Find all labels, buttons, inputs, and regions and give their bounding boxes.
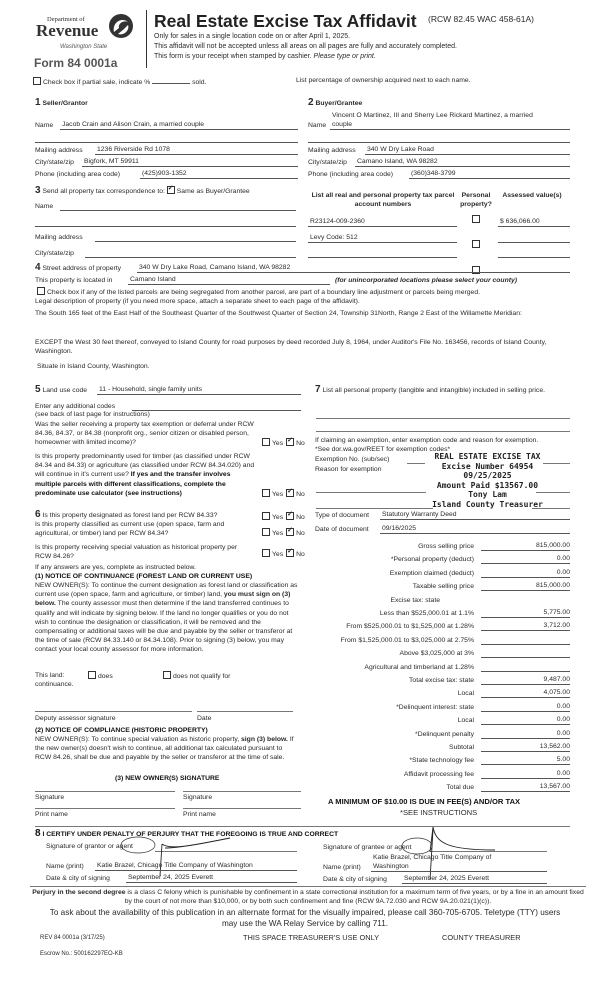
grantor-date-label: Date & city of signing bbox=[46, 875, 110, 882]
notice1-text-b: The county assessor must then determine if the land transferred continues to qualify and will indicate by signing below. If the land no longer qualifies or you do not wish to continue the designation or classification, it will be removed and the compensating or additional taxes will be due and payable by the seller or transferor at the time of sale (RCW 84.33.140 or 84.34.108). Prior to signing (3) below, you may contact your local county assessor for more information. bbox=[35, 600, 293, 654]
section-number: 2 bbox=[308, 97, 314, 108]
yes-checkbox[interactable] bbox=[262, 512, 270, 520]
owner-signature-line-2[interactable] bbox=[183, 791, 301, 792]
washington-state: Washington State bbox=[60, 44, 108, 50]
citation: (RCW 82.45 WAC 458-61A) bbox=[428, 14, 534, 24]
buyer-heading-text: Buyer/Grantee bbox=[315, 100, 363, 107]
corr-city-field[interactable] bbox=[85, 248, 296, 258]
does-not-option bbox=[163, 671, 230, 681]
perjury-bold: Perjury in the second degree bbox=[32, 889, 126, 896]
notice1-bold: you must sign on (3) below. bbox=[35, 591, 291, 608]
header-divider bbox=[146, 10, 147, 68]
assessed-value-header: Assessed value(s) bbox=[502, 192, 562, 199]
q-forest-text: Is this property designated as forest land per RCW 84.33? bbox=[42, 512, 218, 519]
owner-signature-line-1[interactable] bbox=[35, 791, 175, 792]
grantee-date-value: September 24, 2025 Everett bbox=[404, 875, 490, 882]
grantor-signature-label: Signature of grantor or agent bbox=[46, 843, 133, 850]
stamp-line: REAL ESTATE EXCISE TAX bbox=[434, 452, 541, 461]
seller-name-field-2[interactable] bbox=[35, 133, 298, 143]
deputy-signature-label: Deputy assessor signature bbox=[35, 715, 116, 722]
tax-row-value[interactable]: 5,775.00 bbox=[481, 608, 570, 618]
notice2-bold: sign (3) below. bbox=[241, 736, 288, 743]
land-use-value: 11 - Household, single family units bbox=[99, 386, 203, 393]
yes-checkbox[interactable] bbox=[262, 438, 270, 446]
tax-row-value[interactable]: 5.00 bbox=[481, 755, 570, 765]
buyer-name-field[interactable] bbox=[330, 120, 570, 130]
signature-label-2: Signature bbox=[183, 794, 213, 801]
no-checkbox[interactable] bbox=[286, 549, 294, 557]
certification-title-text: I CERTIFY UNDER PENALTY OF PERJURY THAT THE FOREGOING IS TRUE AND CORRECT bbox=[42, 831, 339, 838]
located-note: (for unincorporated locations please select your county) bbox=[335, 277, 518, 284]
legal-description-2: EXCEPT the West 30 feet thereof, conveyed to Island County for road purposes by deed recorded July 8, 1964, under Auditor's File No. 163456, records of Island County, Washington. bbox=[35, 339, 547, 356]
notice-compliance-body bbox=[35, 735, 300, 763]
legal-description-1: The South 165 feet of the East Half of the Southeast Quarter of the Southwest Quarter of Section 24, Township 31North, Range 2 East of the Willamette Meridian: bbox=[35, 310, 522, 317]
dor-swirl-logo-icon bbox=[104, 12, 136, 40]
corr-name-label: Name bbox=[35, 203, 54, 210]
grantee-name-field[interactable] bbox=[371, 862, 547, 872]
buyer-name-label: Name bbox=[308, 122, 327, 129]
tax-row-label: *Delinquent penalty bbox=[415, 730, 474, 738]
no-label: No bbox=[296, 530, 305, 537]
tax-row-label: *Personal property (deduct) bbox=[390, 556, 474, 564]
section-number: 1 bbox=[35, 97, 41, 108]
q-historic-yes-no bbox=[262, 549, 308, 559]
tax-row-value[interactable]: 0.00 bbox=[481, 729, 570, 739]
tax-row-value[interactable] bbox=[481, 635, 570, 645]
seller-heading bbox=[35, 98, 88, 108]
doc-date-value: 09/16/2025 bbox=[382, 525, 417, 532]
parcel-account-field[interactable] bbox=[308, 248, 457, 258]
exemption-no-label: Exemption No. (sub/sec) bbox=[315, 456, 390, 463]
seller-name-label: Name bbox=[35, 122, 54, 129]
tax-row-label: From $1,525,000.01 to $3,025,000 at 2.75% bbox=[340, 636, 474, 644]
tax-row-label: Agricultural and timberland at 1.28% bbox=[364, 663, 474, 671]
yes-label: Yes bbox=[272, 491, 284, 498]
corr-mailing-field[interactable] bbox=[95, 232, 296, 242]
yes-checkbox[interactable] bbox=[262, 528, 270, 536]
deputy-date-line[interactable] bbox=[197, 711, 293, 712]
doc-type-field[interactable] bbox=[380, 510, 570, 520]
assessed-value bbox=[498, 234, 500, 241]
grantee-signature-icon bbox=[400, 822, 510, 882]
header-line-3-text: This form is your receipt when stamped by cashier. bbox=[154, 53, 312, 60]
seller-heading-text: Seller/Grantor bbox=[42, 100, 88, 107]
section-number: 6 bbox=[35, 509, 41, 520]
deputy-date-label: Date bbox=[197, 715, 212, 722]
grantee-signature-label: Signature of grantee or agent bbox=[323, 844, 412, 851]
does-not-label: does not qualify for bbox=[173, 673, 231, 680]
buyer-mailing-value: 340 W Dry Lake Road bbox=[367, 146, 434, 153]
tax-row-value[interactable] bbox=[481, 662, 570, 672]
parcel-account-value bbox=[308, 249, 310, 256]
exemption-instructions: If claiming an exemption, enter exemption code and reason for exemption. *See dor.wa.gov/REET for exemption codes* bbox=[315, 437, 539, 454]
tax-row-label: Local bbox=[457, 690, 474, 698]
tax-row-value[interactable]: 815,000.00 bbox=[481, 541, 570, 551]
escrow-number: Escrow No.: 500162297EO-KB bbox=[40, 951, 123, 957]
tax-row-label: Total excise tax: state bbox=[409, 677, 474, 684]
ownership-note: List percentage of ownership acquired next to each name. bbox=[296, 77, 471, 84]
q-historic: Is this property receiving special valuation as historical property per RCW 84.26? bbox=[35, 544, 238, 561]
sold-label: sold. bbox=[192, 79, 207, 86]
legal-label: Legal description of property (if you need more space, attach a separate sheet to each page of the affidavit). bbox=[35, 298, 360, 305]
no-label: No bbox=[296, 491, 305, 498]
buyer-city-value: Camano Island, WA 98282 bbox=[357, 158, 438, 165]
personal-property-line-2[interactable] bbox=[316, 431, 570, 432]
signature-label-1: Signature bbox=[35, 794, 65, 801]
alternate-format-notice: To ask about the availability of this publication in an alternate format for the visually impaired, please call 360-705-6705. Teletype (TTY) users may use the WA Relay Service by calling 711. bbox=[49, 908, 561, 928]
does-label: does bbox=[98, 673, 113, 680]
partial-percent-input[interactable] bbox=[152, 76, 190, 84]
buyer-phone-field[interactable] bbox=[409, 169, 570, 179]
buyer-name-field-2[interactable] bbox=[308, 133, 570, 143]
q-exemption: Was the seller receiving a property tax exemption or deferral under RCW 84.36, 84.37, or 84.38 (nonprofit org., senior citizen or disabled person, homeowner with limited income)? bbox=[35, 421, 254, 447]
reason-label: Reason for exemption bbox=[315, 466, 382, 473]
deputy-signature-line[interactable] bbox=[35, 711, 192, 712]
yes-checkbox[interactable] bbox=[262, 549, 270, 557]
stamp-line: Tony Lam bbox=[468, 490, 507, 499]
corr-mailing-label: Mailing address bbox=[35, 234, 83, 241]
seller-name-value: Jacob Crain and Alison Crain, a married couple bbox=[62, 121, 205, 128]
tax-row-value[interactable]: 815,000.00 bbox=[481, 581, 570, 591]
corr-city-label: City/state/zip bbox=[35, 250, 74, 257]
tax-row-label: *Delinquent interest: state bbox=[396, 703, 474, 711]
seller-city-label: City/state/zip bbox=[35, 159, 74, 166]
personal-property-checkbox[interactable] bbox=[472, 240, 480, 248]
same-as-buyer-checkbox[interactable] bbox=[167, 186, 175, 194]
county-treasurer: COUNTY TREASURER bbox=[442, 933, 521, 942]
section-number: 8 bbox=[35, 828, 41, 839]
header-line-3 bbox=[154, 52, 376, 61]
q-timber-bold: If yes and the transfer involves multiple parcels with different classifications, complete the predominate use calculator (see instructions) bbox=[35, 471, 231, 497]
seller-phone-label: Phone (including area code) bbox=[35, 171, 121, 178]
q-forest bbox=[35, 510, 217, 520]
yes-checkbox[interactable] bbox=[262, 489, 270, 497]
section-number: 7 bbox=[315, 384, 321, 395]
street-label bbox=[35, 263, 121, 273]
tax-row-label: Less than $525,000.01 at 1.1% bbox=[379, 610, 474, 617]
segregate-label: Check box if any of the listed parcels are being segregated from another parcel, are part of a boundary line adjustment or parcels being merged. bbox=[47, 289, 480, 296]
tax-row-value[interactable]: 0.00 bbox=[481, 702, 570, 712]
buyer-city-label: City/state/zip bbox=[308, 159, 347, 166]
additional-codes-note: (see back of last page for instructions) bbox=[35, 411, 150, 418]
tax-row-label: Taxable selling price bbox=[412, 583, 474, 591]
see-instructions: *SEE INSTRUCTIONS bbox=[400, 808, 478, 817]
seller-phone-field[interactable] bbox=[140, 169, 298, 179]
notice-continuance-body bbox=[35, 581, 300, 655]
parcel-account-field[interactable] bbox=[308, 217, 457, 227]
treasurer-use-only: THIS SPACE TREASURER'S USE ONLY bbox=[243, 933, 380, 942]
grantor-date-field[interactable] bbox=[126, 873, 297, 883]
no-checkbox[interactable] bbox=[286, 528, 294, 536]
assessed-value-field[interactable] bbox=[498, 217, 570, 227]
buyer-heading bbox=[308, 98, 362, 108]
seller-mailing-field[interactable] bbox=[95, 145, 298, 155]
parcel-account-value: R23124-009-2360 bbox=[310, 218, 365, 225]
partial-sale-row bbox=[33, 76, 206, 87]
seller-city-field[interactable] bbox=[82, 157, 298, 167]
parcel-account-field[interactable] bbox=[308, 233, 457, 243]
land-use-label bbox=[35, 385, 87, 395]
seller-phone-value: (425)903-1352 bbox=[142, 170, 187, 177]
q-timber-yes-no bbox=[262, 489, 308, 499]
tax-row-label: From $525,000.01 to $1,525,000 at 1.28% bbox=[346, 623, 474, 631]
doc-date-label: Date of document bbox=[315, 526, 369, 533]
if-any-yes: If any answers are yes, complete as instructed below. bbox=[35, 564, 196, 571]
buyer-name-value: couple bbox=[332, 121, 353, 128]
tax-row-label: Affidavit processing fee bbox=[403, 770, 474, 778]
street-value: 340 W Dry Lake Road, Camano Island, WA 98282 bbox=[139, 264, 291, 271]
personal-property-list-label bbox=[315, 385, 570, 395]
tax-row-label: Subtotal bbox=[449, 744, 474, 751]
tax-row-value[interactable]: 3,712.00 bbox=[481, 621, 570, 631]
this-land-label: This land: bbox=[35, 672, 65, 679]
tax-row-label: Gross selling price bbox=[418, 543, 474, 550]
doc-date-field[interactable] bbox=[380, 524, 570, 534]
does-option bbox=[88, 671, 113, 681]
section-number: 5 bbox=[35, 384, 41, 395]
notice1-text-a: NEW OWNER(S): To continue the current designation as forest land or classification as current use (open space, farm and agriculture, or timber) land, bbox=[35, 582, 298, 599]
grantor-name-value: Katie Brazel, Chicago Title Company of Washington bbox=[97, 862, 253, 869]
grantee-date-label: Date & city of signing bbox=[323, 876, 387, 883]
same-as-buyer-label: Same as Buyer/Grantee bbox=[176, 188, 250, 195]
buyer-phone-value: (360)348-3799 bbox=[411, 170, 456, 177]
no-checkbox[interactable] bbox=[286, 489, 294, 497]
stamp-line: Amount Paid $13567.00 bbox=[436, 480, 539, 490]
seller-mailing-value: 1236 Riverside Rd 1078 bbox=[97, 146, 170, 153]
doc-type-label: Type of document bbox=[315, 512, 370, 519]
print-name-label-2: Print name bbox=[183, 811, 216, 818]
buyer-phone-label: Phone (including area code) bbox=[308, 171, 394, 178]
stamp-line: 09/25/2025 bbox=[463, 471, 512, 480]
yes-label: Yes bbox=[272, 530, 284, 537]
parcel-accounts-header: List all real and personal property tax parcel account numbers bbox=[311, 192, 455, 209]
q-timber-text: Is this property predominantly used for timber (as classified under RCW 84.34 and 84.33) or agriculture (as classified under RCW 84.34.020) and will continue in it's current use? bbox=[35, 453, 255, 479]
tax-row-label: *State technology fee bbox=[409, 757, 474, 765]
treasurer-paid-stamp bbox=[420, 452, 555, 509]
assessed-value: $ 636,066.00 bbox=[500, 218, 540, 225]
no-checkbox[interactable] bbox=[286, 512, 294, 520]
revenue-wordmark: Revenue bbox=[36, 21, 99, 40]
section7-label-text: List all personal property (tangible and intangible) included in selling price. bbox=[322, 387, 545, 394]
tax-row-label: Above $3,025,000 at 3% bbox=[399, 650, 474, 658]
yes-label: Yes bbox=[272, 514, 284, 521]
no-label: No bbox=[296, 551, 305, 558]
q-timber bbox=[35, 452, 257, 498]
grantor-date-value: September 24, 2025 Everett bbox=[128, 874, 214, 881]
personal-property-checkbox[interactable] bbox=[472, 215, 480, 223]
tax-row-value[interactable]: 0.00 bbox=[481, 715, 570, 725]
tax-row-label: Total due bbox=[446, 784, 474, 792]
q-current-use: Is this property classified as current use (open space, farm and agricultural, or timber) land per RCW 84.34? bbox=[35, 521, 225, 538]
segregate-checkbox[interactable] bbox=[37, 287, 45, 295]
grantee-date-field[interactable] bbox=[402, 874, 547, 884]
buyer-mailing-label: Mailing address bbox=[308, 147, 356, 154]
buyer-mailing-field[interactable] bbox=[365, 145, 570, 155]
seller-city-value: Bigfork, MT 59911 bbox=[84, 158, 139, 165]
minimum-due-notice: A MINIMUM OF $10.00 IS DUE IN FEE(S) AND/OR TAX bbox=[328, 797, 521, 806]
corr-name-field[interactable] bbox=[60, 201, 296, 211]
tax-row-value[interactable]: 9,487.00 bbox=[481, 675, 570, 685]
notice-continuance-title: (1) NOTICE OF CONTINUANCE (FOREST LAND OR CURRENT USE) bbox=[35, 573, 253, 580]
continuance-label: continuance. bbox=[35, 681, 74, 688]
does-not-checkbox[interactable] bbox=[163, 671, 171, 679]
assessed-value-field[interactable] bbox=[498, 248, 570, 258]
tax-row-value[interactable] bbox=[481, 648, 570, 658]
yes-label: Yes bbox=[272, 440, 284, 447]
notice2-text-a: NEW OWNER(S): To continue special valuation as historic property, bbox=[35, 736, 240, 743]
personal-property-header: Personal property? bbox=[460, 192, 492, 209]
seller-mailing-label: Mailing address bbox=[35, 147, 83, 154]
partial-sale-checkbox[interactable] bbox=[33, 77, 41, 85]
grantee-name-line-1: Katie Brazel, Chicago Title Company of bbox=[373, 854, 492, 861]
no-checkbox[interactable] bbox=[286, 438, 294, 446]
print-name-line-1[interactable] bbox=[35, 808, 175, 809]
print-name-line-2[interactable] bbox=[183, 808, 301, 809]
located-field[interactable] bbox=[128, 275, 330, 285]
reason-line-2 bbox=[316, 508, 433, 509]
q-forest-yes-no bbox=[262, 512, 308, 522]
seller-name-field[interactable] bbox=[60, 120, 298, 130]
reason-line-1 bbox=[316, 492, 426, 493]
no-label: No bbox=[296, 440, 305, 447]
section-number: 4 bbox=[35, 262, 41, 273]
perjury-warning bbox=[28, 888, 588, 906]
dept-of: Department of bbox=[47, 16, 85, 23]
form-number: Form 84 0001a bbox=[34, 56, 118, 70]
new-owner-signature-title: (3) NEW OWNER(S) SIGNATURE bbox=[115, 775, 220, 782]
tax-row-label: Local bbox=[457, 717, 474, 725]
tax-row-value[interactable]: 4,075.00 bbox=[481, 688, 570, 698]
assessed-value bbox=[498, 249, 500, 256]
partial-sale-label: Check box if partial sale, indicate % bbox=[43, 79, 151, 86]
page-title: Real Estate Excise Tax Affidavit bbox=[154, 11, 417, 31]
land-use-field[interactable] bbox=[97, 385, 301, 395]
legal-description-3: Situate in Island County, Washington. bbox=[37, 363, 150, 370]
grantee-name-value: Washington bbox=[373, 863, 409, 870]
tax-row-label: Exemption claimed (deduct) bbox=[389, 569, 474, 577]
tax-row-value[interactable]: 0.00 bbox=[481, 568, 570, 578]
grantor-name-field[interactable] bbox=[95, 861, 297, 871]
street-label-text: Street address of property bbox=[42, 265, 122, 272]
buyer-city-field[interactable] bbox=[355, 157, 570, 167]
correspondence-label: Send all property tax correspondence to: bbox=[42, 188, 165, 195]
perjury-text: is a class C felony which is punishable by confinement in a state correctional institution for a maximum term of five years, or by a fine in an amount fixed by the court of not more than $10,000, or by both such confinement and fine (RCW 9A.72.030 and RCW 9A.20.021(1)(c)). bbox=[124, 889, 584, 906]
tax-row-label: Excise tax: state bbox=[390, 596, 440, 604]
personal-property-line-1[interactable] bbox=[316, 418, 570, 419]
tax-row-value[interactable]: 0.00 bbox=[481, 554, 570, 564]
header-line-2: This affidavit will not be accepted unless all areas on all pages are fully and accurately completed. bbox=[154, 43, 457, 50]
yes-label: Yes bbox=[272, 551, 284, 558]
assessed-value-field[interactable] bbox=[498, 233, 570, 243]
stamp-line: Island County Treasurer bbox=[432, 499, 543, 509]
doc-type-value: Statutory Warranty Deed bbox=[382, 511, 457, 518]
stamp-line: Excise Number 64954 bbox=[441, 461, 534, 471]
land-use-label-text: Land use code bbox=[42, 387, 88, 394]
located-value: Camano Island bbox=[130, 276, 176, 283]
correspondence-heading bbox=[35, 186, 250, 196]
grantor-name-label: Name (print) bbox=[46, 863, 84, 870]
revision-number: REV 84 0001a (3/17/25) bbox=[40, 935, 105, 941]
header-line-3-italic: Please type or print. bbox=[313, 53, 376, 60]
header-line-1: Only for sales in a single location code on or after April 1, 2025. bbox=[154, 33, 351, 40]
section-number: 3 bbox=[35, 185, 41, 196]
tax-row-value[interactable]: 0.00 bbox=[481, 769, 570, 779]
corr-name-field-2[interactable] bbox=[35, 217, 296, 227]
street-field[interactable] bbox=[137, 263, 570, 273]
q-exemption-yes-no bbox=[262, 438, 308, 448]
tax-row-value[interactable]: 13,562.00 bbox=[481, 742, 570, 752]
additional-codes-field[interactable] bbox=[132, 401, 301, 411]
print-name-label-1: Print name bbox=[35, 811, 68, 818]
footer-divider bbox=[30, 886, 586, 887]
notice-compliance-title: (2) NOTICE OF COMPLIANCE (HISTORIC PROPERTY) bbox=[35, 727, 208, 734]
parcel-account-value: Levy Code: 512 bbox=[310, 234, 358, 241]
does-checkbox[interactable] bbox=[88, 671, 96, 679]
grantee-name-label: Name (print) bbox=[323, 864, 361, 871]
located-label: This property is located in bbox=[35, 277, 113, 284]
buyer-name-line-1: Vincent O Martinez, III and Sherry Lee Rickard Martinez, a married bbox=[332, 112, 533, 119]
notice2-text-b: If the new owner(s) doesn't wish to continue, all additional tax calculated pursuant to RCW 84.26, shall be due and payable by the seller or transferor at the time of sale. bbox=[35, 736, 294, 762]
additional-codes-label: Enter any additional codes bbox=[35, 403, 116, 410]
no-label: No bbox=[296, 514, 305, 521]
segregate-row bbox=[37, 287, 480, 297]
tax-row-value[interactable]: 13,567.00 bbox=[481, 782, 570, 792]
q-current-yes-no bbox=[262, 528, 308, 538]
